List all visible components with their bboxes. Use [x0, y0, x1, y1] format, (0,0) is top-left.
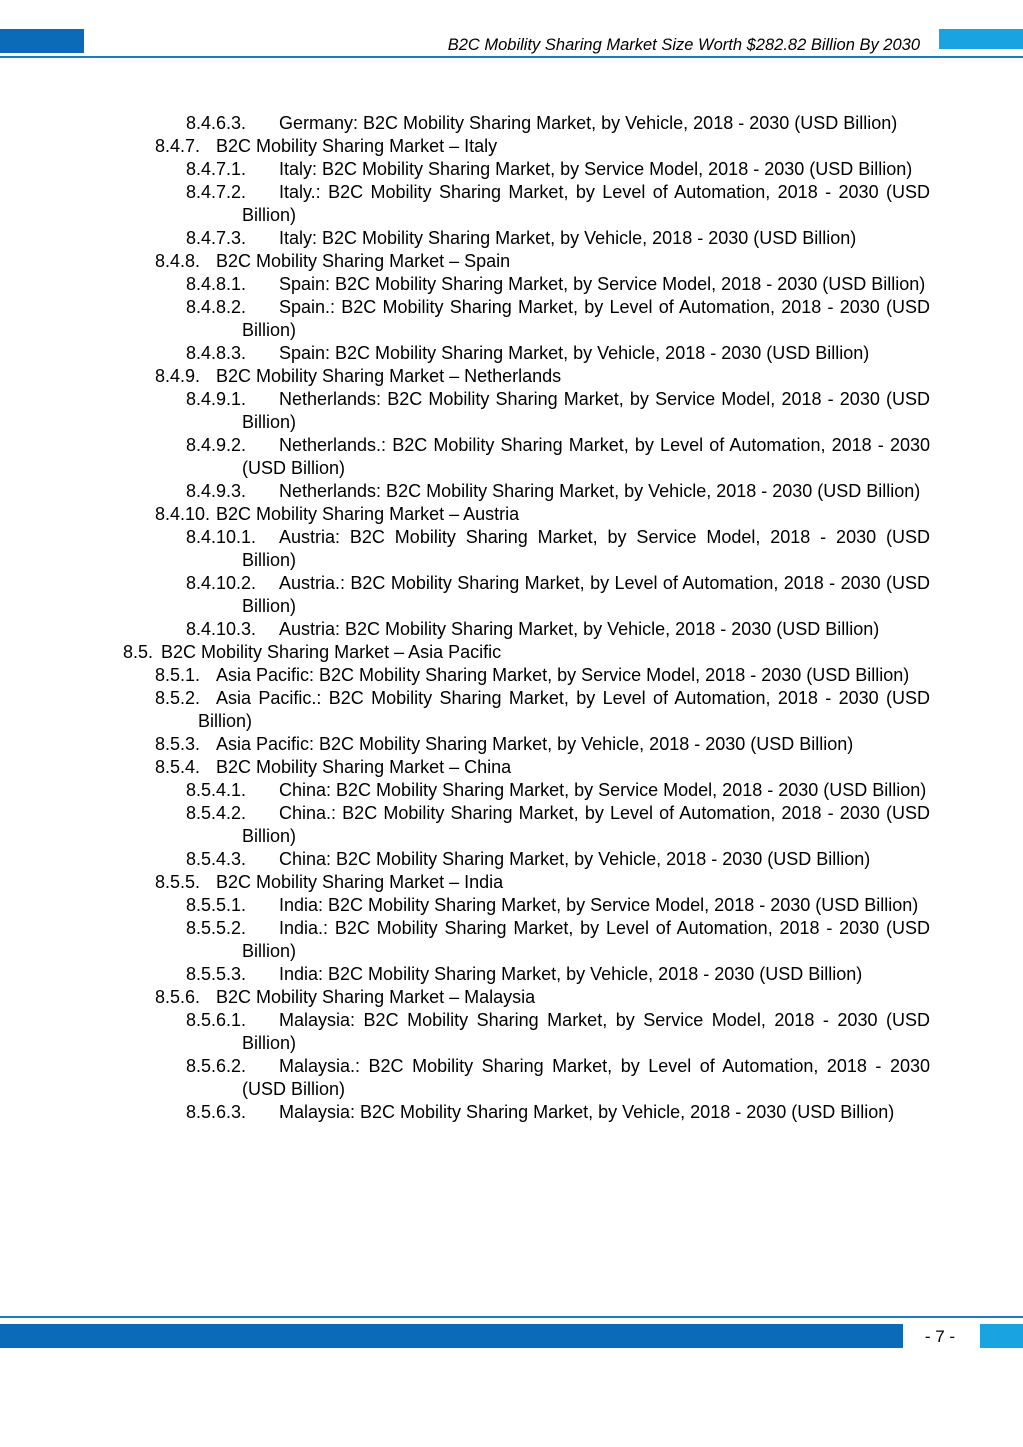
- toc-entry-text: China.: B2C Mobility Sharing Market, by Level of Automation, 2018 - 2030 (USD Billion): [242, 803, 930, 846]
- toc-entry-text: Netherlands: B2C Mobility Sharing Market, by Vehicle, 2018 - 2030 (USD Billion): [279, 481, 921, 501]
- toc-entry-text: B2C Mobility Sharing Market – Asia Pacific: [161, 642, 502, 662]
- toc-entry-text: Asia Pacific: B2C Mobility Sharing Market, by Service Model, 2018 - 2030 (USD Billion): [216, 665, 910, 685]
- toc-entry: [0, 986, 930, 1009]
- toc-entry-text: Italy.: B2C Mobility Sharing Market, by Level of Automation, 2018 - 2030 (USD Billion): [242, 182, 930, 225]
- toc-entry-number: 8.5.1.: [155, 665, 201, 685]
- toc-entry-number: 8.4.10.3.: [186, 619, 257, 639]
- toc-entry-text: Netherlands: B2C Mobility Sharing Market, by Service Model, 2018 - 2030 (USD Billion): [242, 389, 930, 432]
- toc-entry-number: 8.5.5.2.: [186, 918, 247, 938]
- toc-entry: [0, 526, 930, 572]
- toc-entry-number: 8.4.9.: [155, 366, 201, 386]
- table-of-contents: [0, 112, 1023, 1124]
- toc-entry-text: B2C Mobility Sharing Market – Malaysia: [216, 987, 536, 1007]
- toc-entry-number: 8.5.2.: [155, 688, 201, 708]
- toc-entry: [0, 158, 930, 181]
- toc-entry-number: 8.4.7.3.: [186, 228, 247, 248]
- toc-entry-text: Malaysia: B2C Mobility Sharing Market, by Vehicle, 2018 - 2030 (USD Billion): [279, 1102, 895, 1122]
- toc-entry: [0, 664, 930, 687]
- toc-entry-text: Malaysia.: B2C Mobility Sharing Market, by Level of Automation, 2018 - 2030 (USD Billion): [242, 1056, 930, 1099]
- toc-entry-text: Spain: B2C Mobility Sharing Market, by Vehicle, 2018 - 2030 (USD Billion): [279, 343, 870, 363]
- toc-entry: [0, 296, 930, 342]
- toc-entry: [0, 641, 930, 664]
- toc-entry-number: 8.5.: [123, 642, 154, 662]
- toc-entry-text: India.: B2C Mobility Sharing Market, by Level of Automation, 2018 - 2030 (USD Billion): [242, 918, 930, 961]
- toc-entry: [0, 250, 930, 273]
- toc-entry-text: Germany: B2C Mobility Sharing Market, by Vehicle, 2018 - 2030 (USD Billion): [279, 113, 898, 133]
- toc-entry: [0, 112, 930, 135]
- toc-entry-text: Spain.: B2C Mobility Sharing Market, by Level of Automation, 2018 - 2030 (USD Billion): [242, 297, 930, 340]
- toc-entry-number: 8.4.7.: [155, 136, 201, 156]
- toc-entry: [0, 687, 930, 733]
- toc-entry: [0, 917, 930, 963]
- toc-entry: [0, 1009, 930, 1055]
- footer-rule: [0, 1316, 1023, 1318]
- toc-entry-text: Italy: B2C Mobility Sharing Market, by Service Model, 2018 - 2030 (USD Billion): [279, 159, 913, 179]
- toc-entry-number: 8.5.5.1.: [186, 895, 247, 915]
- toc-entry: [0, 388, 930, 434]
- toc-entry: [0, 273, 930, 296]
- header-accent-left: [0, 29, 84, 53]
- toc-entry-text: China: B2C Mobility Sharing Market, by Vehicle, 2018 - 2030 (USD Billion): [279, 849, 871, 869]
- toc-entry: [0, 618, 930, 641]
- toc-entry: [0, 894, 930, 917]
- toc-entry-text: Malaysia: B2C Mobility Sharing Market, by Service Model, 2018 - 2030 (USD Billion): [242, 1010, 930, 1053]
- toc-entry-number: 8.5.4.: [155, 757, 201, 777]
- toc-entry-text: India: B2C Mobility Sharing Market, by Service Model, 2018 - 2030 (USD Billion): [279, 895, 919, 915]
- toc-entry: [0, 779, 930, 802]
- toc-entry: [0, 1055, 930, 1101]
- toc-entry: [0, 802, 930, 848]
- header-accent-right: [939, 29, 1023, 49]
- toc-entry: [0, 963, 930, 986]
- toc-entry: [0, 503, 930, 526]
- toc-entry: [0, 480, 930, 503]
- toc-entry-number: 8.5.4.1.: [186, 780, 247, 800]
- toc-entry: [0, 848, 930, 871]
- toc-entry-number: 8.4.8.3.: [186, 343, 247, 363]
- toc-entry: [0, 365, 930, 388]
- toc-entry-text: B2C Mobility Sharing Market – China: [216, 757, 512, 777]
- toc-entry-number: 8.5.6.1.: [186, 1010, 247, 1030]
- toc-entry: [0, 1101, 930, 1124]
- toc-entry-text: Asia Pacific.: B2C Mobility Sharing Market, by Level of Automation, 2018 - 2030 (USD Billion): [198, 688, 930, 731]
- page-number: - 7 -: [924, 1327, 956, 1346]
- toc-entry-number: 8.4.9.2.: [186, 435, 247, 455]
- toc-entry-number: 8.4.8.1.: [186, 274, 247, 294]
- toc-entry-number: 8.4.9.3.: [186, 481, 247, 501]
- header-rule: [0, 56, 1023, 58]
- toc-entry: [0, 181, 930, 227]
- running-header-title: B2C Mobility Sharing Market Size Worth $282.82 Billion By 2030: [447, 36, 920, 54]
- toc-entry-number: 8.4.7.2.: [186, 182, 247, 202]
- toc-entry: [0, 871, 930, 894]
- toc-entry: [0, 756, 930, 779]
- toc-entry-number: 8.4.6.3.: [186, 113, 247, 133]
- toc-entry-number: 8.4.10.1.: [186, 527, 257, 547]
- toc-entry: [0, 572, 930, 618]
- toc-entry-number: 8.5.6.: [155, 987, 201, 1007]
- toc-entry-text: Spain: B2C Mobility Sharing Market, by Service Model, 2018 - 2030 (USD Billion): [279, 274, 926, 294]
- toc-entry-number: 8.5.3.: [155, 734, 201, 754]
- toc-entry-number: 8.4.10.2.: [186, 573, 257, 593]
- toc-entry-text: Asia Pacific: B2C Mobility Sharing Market, by Vehicle, 2018 - 2030 (USD Billion): [216, 734, 854, 754]
- toc-entry-text: B2C Mobility Sharing Market – Austria: [216, 504, 520, 524]
- toc-entry-text: Netherlands.: B2C Mobility Sharing Market, by Level of Automation, 2018 - 2030 (USD Billion): [242, 435, 930, 478]
- toc-entry-text: China: B2C Mobility Sharing Market, by Service Model, 2018 - 2030 (USD Billion): [279, 780, 927, 800]
- toc-entry-text: Austria.: B2C Mobility Sharing Market, by Level of Automation, 2018 - 2030 (USD Billion): [242, 573, 930, 616]
- toc-entry-number: 8.4.9.1.: [186, 389, 247, 409]
- toc-entry-text: Austria: B2C Mobility Sharing Market, by Vehicle, 2018 - 2030 (USD Billion): [279, 619, 880, 639]
- toc-entry: [0, 733, 930, 756]
- toc-entry-text: Italy: B2C Mobility Sharing Market, by Vehicle, 2018 - 2030 (USD Billion): [279, 228, 857, 248]
- toc-entry-text: B2C Mobility Sharing Market – India: [216, 872, 504, 892]
- toc-entry-number: 8.5.6.3.: [186, 1102, 247, 1122]
- toc-entry-number: 8.5.4.2.: [186, 803, 247, 823]
- toc-entry-number: 8.5.6.2.: [186, 1056, 247, 1076]
- toc-entry-number: 8.4.8.2.: [186, 297, 247, 317]
- footer-bar: [0, 1324, 903, 1348]
- toc-entry: [0, 135, 930, 158]
- toc-entry-text: B2C Mobility Sharing Market – Spain: [216, 251, 511, 271]
- toc-entry-number: 8.4.8.: [155, 251, 201, 271]
- toc-entry-number: 8.5.5.3.: [186, 964, 247, 984]
- toc-entry-number: 8.5.5.: [155, 872, 201, 892]
- footer-accent-right: [980, 1324, 1023, 1348]
- toc-entry-number: 8.4.10.: [155, 504, 211, 524]
- toc-entry: [0, 434, 930, 480]
- toc-entry-text: Austria: B2C Mobility Sharing Market, by Service Model, 2018 - 2030 (USD Billion): [242, 527, 930, 570]
- toc-entry-text: B2C Mobility Sharing Market – Italy: [216, 136, 498, 156]
- toc-entry-number: 8.5.4.3.: [186, 849, 247, 869]
- toc-entry-text: India: B2C Mobility Sharing Market, by Vehicle, 2018 - 2030 (USD Billion): [279, 964, 863, 984]
- toc-entry: [0, 227, 930, 250]
- toc-entry-text: B2C Mobility Sharing Market – Netherlands: [216, 366, 562, 386]
- toc-entry-number: 8.4.7.1.: [186, 159, 247, 179]
- toc-entry: [0, 342, 930, 365]
